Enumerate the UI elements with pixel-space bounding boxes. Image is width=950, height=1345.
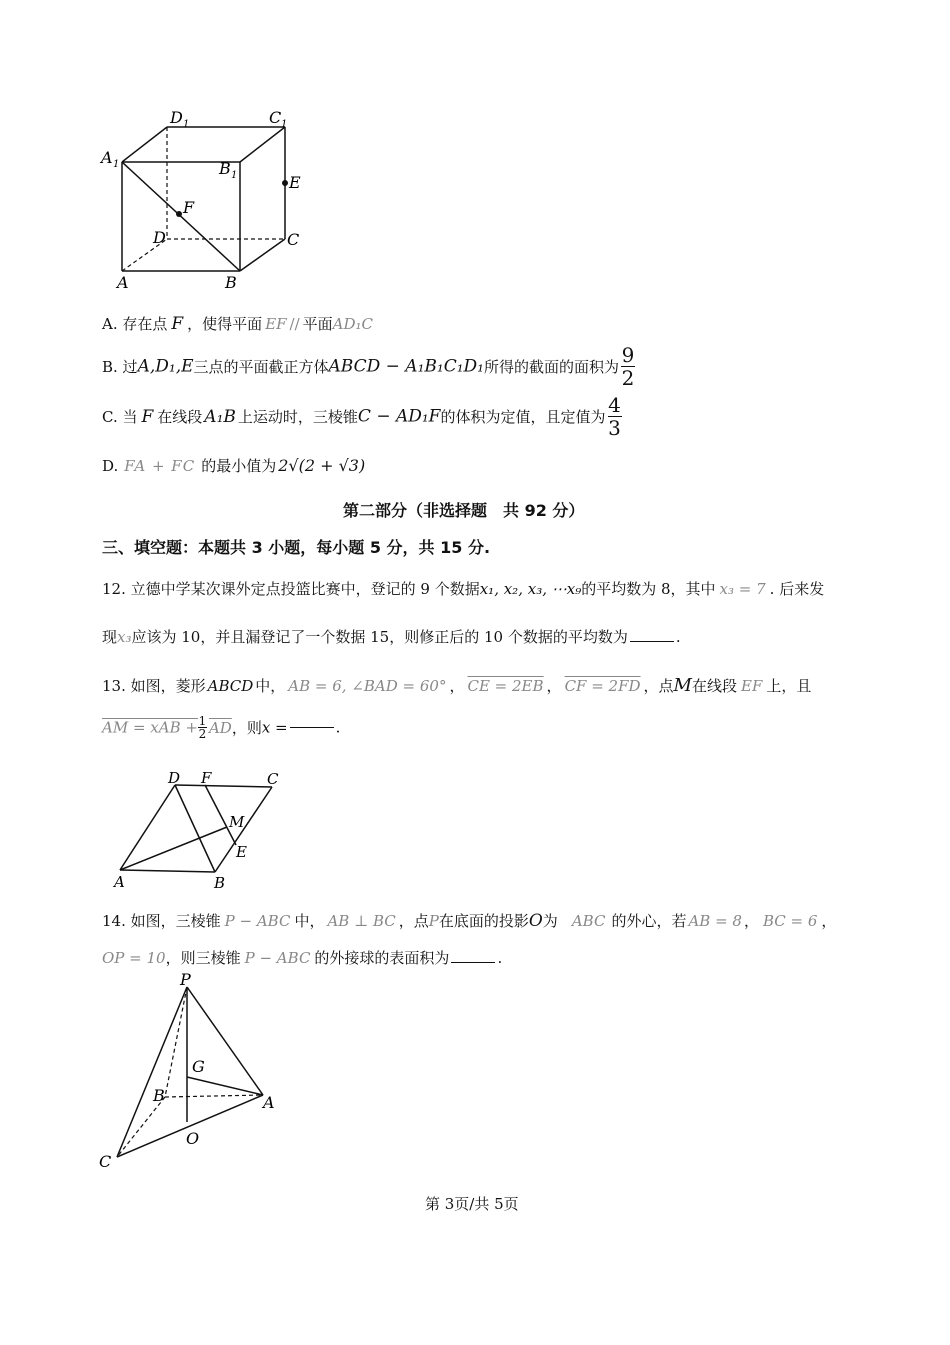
q14-text-d: 在底面的投影 bbox=[438, 912, 529, 930]
option-d-expr: FA + FC bbox=[124, 457, 196, 475]
q13-text-f: ，则 bbox=[231, 719, 262, 737]
question-13-line2 bbox=[102, 715, 340, 740]
cube-label-c1-sub: 1 bbox=[281, 119, 288, 130]
option-a-ef: EF bbox=[265, 315, 287, 333]
rhombus-label-f: F bbox=[201, 769, 212, 787]
q13-half bbox=[198, 715, 207, 740]
rhombus-label-d: D bbox=[168, 769, 181, 787]
cube-label-f: F bbox=[183, 198, 195, 217]
q13-half-den: 2 bbox=[198, 727, 207, 741]
q13-abcd: ABCD bbox=[207, 677, 254, 695]
q14-bc: BC = 6 bbox=[762, 912, 818, 930]
option-a-plane: 平面 bbox=[302, 315, 333, 333]
cube-figure bbox=[95, 105, 355, 305]
question-14-line2 bbox=[102, 947, 502, 968]
point-f bbox=[176, 211, 182, 217]
q13-am: AM = xAB + bbox=[102, 718, 198, 737]
cube-label-e: E bbox=[289, 173, 301, 192]
q13-ef: EF bbox=[741, 677, 763, 695]
rhombus-label-c: C bbox=[267, 770, 279, 788]
q13-cf: CF = 2FD bbox=[564, 677, 641, 695]
option-b-mid: 三点的平面截正方体 bbox=[193, 358, 329, 376]
option-b-post: 所得的截面的面积为 bbox=[483, 358, 619, 376]
option-c-post: 的体积为定值，且定值为 bbox=[440, 408, 606, 426]
q14-ab: AB = 8 bbox=[688, 912, 742, 930]
question-13-line1: 13. 如图，菱形 ABCD 中， AB = 6, ∠BAD = 60° ， CE = 2EB ， CF = 2FD ，点M在线段 EF 上，且 bbox=[102, 675, 812, 696]
q12-xs: x₁, x₂, x₃, ⋯x₉ bbox=[479, 580, 582, 598]
option-d-val: 2√(2 + √3) bbox=[278, 456, 366, 475]
option-d-pre: D. bbox=[102, 457, 119, 475]
option-c-fraction bbox=[608, 395, 622, 438]
cube-label-d1-sub: 1 bbox=[183, 119, 190, 130]
q13-text-d: 在线段 bbox=[691, 677, 737, 695]
rhombus-label-m: M bbox=[229, 813, 245, 831]
cube-label-c1: C bbox=[269, 108, 282, 127]
tetrahedron-figure bbox=[95, 970, 295, 1175]
tet-label-g: G bbox=[192, 1057, 205, 1076]
q12-text-b: 的平均数为 8，其中 bbox=[581, 580, 716, 598]
q13-cond: AB = 6, ∠BAD = 60° bbox=[288, 677, 447, 695]
cube-label-d1: D bbox=[170, 108, 183, 127]
rhombus-figure bbox=[105, 765, 305, 895]
option-b-fraction bbox=[621, 345, 635, 388]
q14-abc: ABC bbox=[571, 912, 606, 930]
q14-p: P bbox=[428, 912, 439, 930]
q14-pabc2: P − ABC bbox=[244, 949, 311, 967]
tet-label-c: C bbox=[99, 1152, 112, 1171]
q14-text-a: 14. 如图，三棱锥 bbox=[102, 912, 221, 930]
cube-label-c: C bbox=[287, 230, 300, 249]
q14-text-g: ，则三棱锥 bbox=[165, 949, 241, 967]
option-a-pre: A. 存在点 bbox=[102, 315, 168, 333]
q14-pabc: P − ABC bbox=[224, 912, 291, 930]
option-b-pre: B. 过 bbox=[102, 358, 138, 376]
q14-o: O bbox=[528, 911, 543, 931]
q12-text-d: 现 bbox=[102, 628, 118, 646]
option-b-den: 2 bbox=[621, 366, 635, 390]
q13-m: M bbox=[673, 675, 692, 696]
q13-ad: $\overline{AD}$ bbox=[208, 718, 232, 737]
part2-title: 第二部分（非选择题 共 92 分） bbox=[343, 501, 585, 520]
section3-title: 三、填空题：本题共 3 小题，每小题 5 分，共 15 分. bbox=[102, 538, 491, 557]
q12-end: . bbox=[675, 628, 681, 646]
q12-text-a: 12. 立德中学某次课外定点投篮比赛中，登记的 9 个数据 bbox=[102, 580, 480, 598]
option-b-num: 9 bbox=[621, 343, 635, 367]
cube-label-b: B bbox=[225, 273, 237, 292]
q14-answer-blank[interactable] bbox=[451, 962, 495, 963]
q13-end: . bbox=[335, 718, 341, 737]
option-d bbox=[102, 455, 365, 476]
page-footer: 第 3页/共 5页 bbox=[425, 1195, 519, 1213]
rhombus-label-e: E bbox=[236, 843, 247, 861]
cube-label-a1: A bbox=[101, 148, 113, 167]
rhombus-label-a: A bbox=[114, 873, 125, 891]
option-c-f: F bbox=[141, 406, 154, 427]
q14-text-f: 的外心，若 bbox=[611, 912, 687, 930]
option-c-mid: 在线段 bbox=[157, 408, 203, 426]
rhombus-label-b: B bbox=[214, 874, 226, 892]
q13-text-e: 上，且 bbox=[766, 677, 812, 695]
q14-text-c: ，点 bbox=[398, 912, 429, 930]
option-c-tet: C − AD₁F bbox=[357, 406, 441, 427]
q14-text-b: 中， bbox=[294, 912, 325, 930]
tet-label-a: A bbox=[263, 1093, 275, 1112]
q13-ce: CE = 2EB bbox=[467, 677, 544, 695]
option-b bbox=[102, 345, 635, 388]
q12-x3eq: x₃ = 7 bbox=[719, 580, 766, 598]
option-a bbox=[102, 313, 373, 334]
option-a-par: // bbox=[289, 315, 300, 333]
option-c-den: 3 bbox=[608, 416, 621, 440]
option-c-pre: C. 当 bbox=[102, 408, 138, 426]
q13-half-num: 1 bbox=[198, 714, 207, 728]
cube-label-a1-sub: 1 bbox=[113, 159, 120, 170]
cube-label-a: A bbox=[117, 273, 129, 292]
option-a-f: F bbox=[171, 314, 184, 334]
q12-x3: x₃ bbox=[117, 628, 132, 646]
question-12-line1 bbox=[102, 578, 824, 599]
q14-text-h: 的外接球的表面积为 bbox=[314, 949, 450, 967]
q13-text-c: ，点 bbox=[643, 677, 674, 695]
option-c bbox=[102, 395, 622, 438]
q14-text-e: 为 bbox=[542, 912, 558, 930]
option-a-mid: ，使得平面 bbox=[187, 315, 263, 333]
option-b-body: ABCD − A₁B₁C₁D₁ bbox=[328, 356, 484, 377]
q13-answer-blank[interactable] bbox=[290, 727, 334, 728]
question-14-line1: 14. 如图，三棱锥 P − ABC 中， AB ⊥ BC ，点P在底面的投影O为 ABC 的外心，若 AB = 8 ， BC = 6 ， bbox=[102, 911, 837, 931]
q12-text-e: 应该为 10，并且漏登记了一个数据 15，则修正后的 10 个数据的平均数为 bbox=[131, 628, 628, 646]
q12-text-c: . 后来发 bbox=[769, 580, 825, 598]
tet-label-o: O bbox=[186, 1129, 200, 1148]
option-d-post: 的最小值为 bbox=[201, 457, 277, 475]
point-e bbox=[282, 180, 288, 186]
cube-label-b1-sub: 1 bbox=[231, 170, 238, 181]
option-b-pts: A,D₁,E bbox=[137, 356, 194, 377]
option-c-mid2: 上运动时，三棱锥 bbox=[237, 408, 358, 426]
cube-label-b1: B bbox=[219, 159, 231, 178]
question-12-line2 bbox=[102, 626, 681, 647]
tet-label-p: P bbox=[180, 970, 191, 989]
q13-x: x = bbox=[261, 718, 288, 737]
option-a-ad1c: AD₁C bbox=[332, 315, 374, 333]
tet-label-b: B bbox=[153, 1086, 165, 1105]
cube-label-d: D bbox=[153, 228, 166, 247]
q14-op: OP = 10 bbox=[102, 949, 166, 967]
option-c-num: 4 bbox=[608, 393, 621, 417]
q13-text-a: 13. 如图，菱形 bbox=[102, 677, 206, 695]
option-c-seg: A₁B bbox=[204, 406, 236, 427]
q13-text-b: 中， bbox=[255, 677, 286, 695]
q14-end: . bbox=[497, 949, 503, 967]
q14-perp: AB ⊥ BC bbox=[327, 912, 396, 930]
q12-answer-blank[interactable] bbox=[630, 641, 674, 642]
